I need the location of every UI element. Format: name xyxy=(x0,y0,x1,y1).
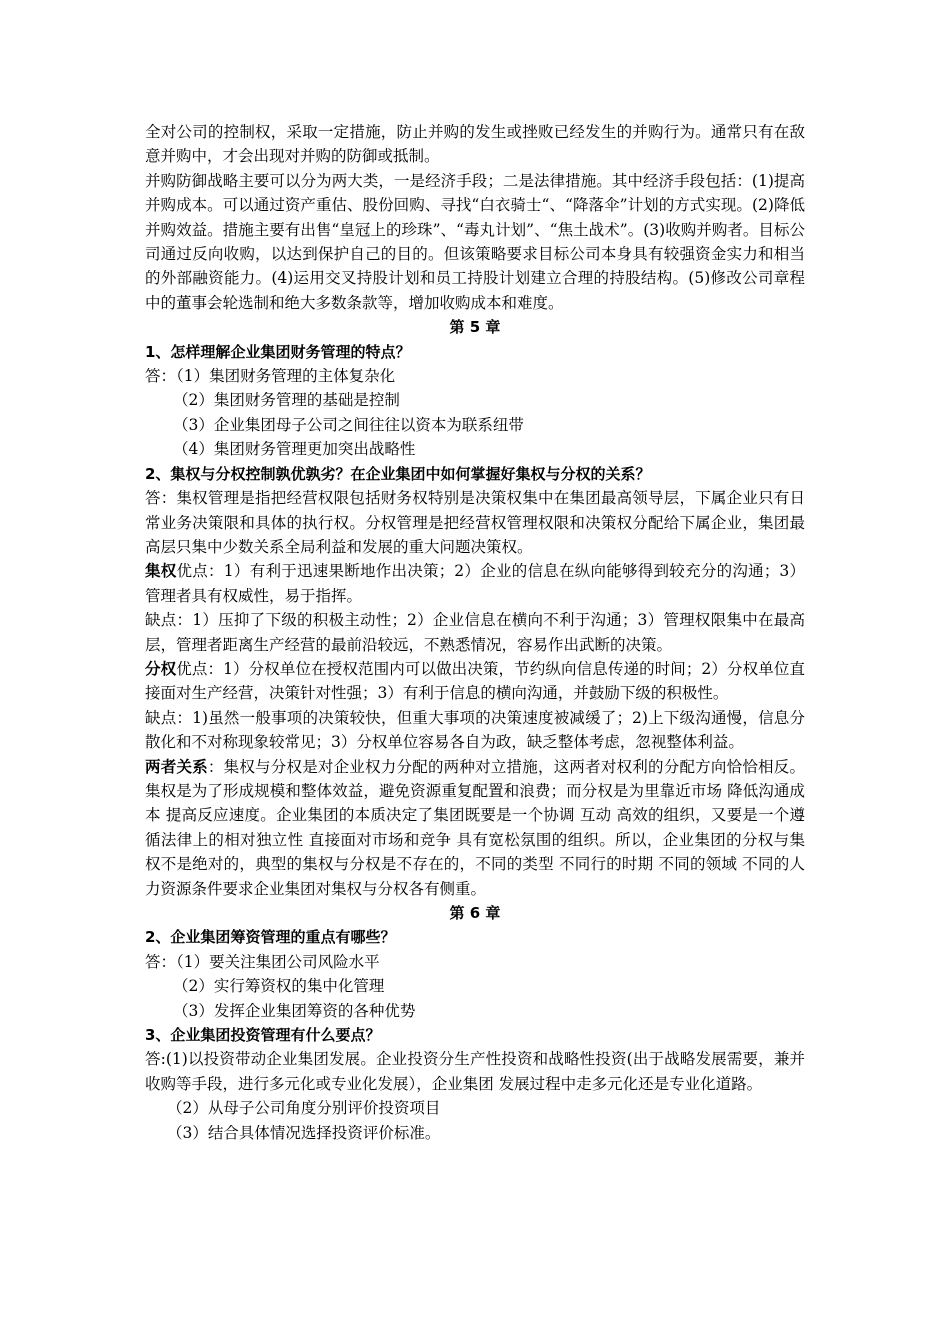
decentralization-pros-text: 优点：1）分权单位在授权范围内可以做出决策，节约纵向信息传递的时间；2）分权单位直接面对生产经营，决策针对性强；3）有利于信息的横向沟通，并鼓励下级的积极性。 xyxy=(145,659,805,703)
answer-5-1-item-3: （3）企业集团母子公司之间往往以资本为联系纽带 xyxy=(173,415,524,434)
paragraph-takeover-defense-strategies: 并购防御战略主要可以分为两大类，一是经济手段；二是法律措施。其中经济手段包括：(1)提高并购成本。可以通过资产重估、股份回购、寻找“白衣骑士“、“降落伞”计划的方式实现。(2)降低并购效益。措施主要有出售“皇冠上的珍珠”、“毒丸计划”、“焦土战术”。(3)收购并购者。目标公司通过反向收购，以达到保护自己的目的。但该策略要求目标公司本身具有较强资金实力和相当的外部融资能力。(4)运用交叉持股计划和员工持股计划建立合理的持股结构。(5)修改公司章程中的董事会轮选制和绝大多数条款等，增加收购成本和难度。 xyxy=(145,171,805,312)
relation-text: ：集权与分权是对企业权力分配的两种对立措施，这两者对权利的分配方向恰恰相反。集权是为了形成规模和整体效益，避免资源重复配置和浪费；而分权是为里靠近市场 降低沟通成本 提高反应速度。企业集团的本质决定了集团既要是一个协调 互动 高效的组织，又要是一个遵循法律上的相对独立性 直接面对市场和竞争 具有宽松氛围的组织。所以，企业集团的分权与集权不是绝对的，典型的集权与分权是不存在的，不同的类型 不同行的时期 不同的领域 不同的人力资源条件要求企业集团对集权与分权各有侧重。 xyxy=(145,757,805,898)
question-6-2: 2、企业集团筹资管理的重点有哪些？ xyxy=(145,928,396,947)
answer-5-2-decentralization-cons: 缺点：1)虽然一般事项的决策较快，但重大事项的决策速度被减缓了；2)上下级沟通慢，信息分散化和不对称现象较常见；3）分权单位容易各自为政，缺乏整体考虑，忽视整体利益。 xyxy=(145,708,805,752)
centralization-pros-text: 优点：1）有利于迅速果断地作出决策；2）企业的信息在纵向能够得到较充分的沟通；3）管理者具有权威性，易于指挥。 xyxy=(145,562,805,605)
relation-label: 两者关系 xyxy=(145,757,208,776)
question-6-3: 3、企业集团投资管理有什么要点？ xyxy=(145,1026,381,1045)
document-page xyxy=(145,120,805,1145)
decentralization-label: 分权 xyxy=(145,659,177,678)
centralization-label: 集权 xyxy=(145,562,177,581)
answer-5-2-relation xyxy=(145,755,805,901)
answer-5-2-definition: 答：集权管理是指把经营权限包括财务权特别是决策权集中在集团最高领导层，下属企业只有日常业务决策限和具体的执行权。分权管理是把经营权管理权限和决策权分配给下属企业，集团最高层只集中少数关系全局利益和发展的重大问题决策权。 xyxy=(145,489,805,556)
answer-6-3-item-2: （2）从母子公司角度分别评价投资项目 xyxy=(167,1099,441,1118)
answer-6-3-item-3: （3）结合具体情况选择投资评价标准。 xyxy=(167,1123,441,1142)
answer-6-2-item-3: （3）发挥企业集团筹资的各种优势 xyxy=(173,1001,416,1020)
chapter-5-title: 第 5 章 xyxy=(449,318,501,337)
question-5-1: 1、怎样理解企业集团财务管理的特点？ xyxy=(145,342,411,361)
question-5-2: 2、集权与分权控制孰优孰劣？在企业集团中如何掌握好集权与分权的关系？ xyxy=(145,464,651,483)
chapter-6-title: 第 6 章 xyxy=(449,904,501,922)
answer-6-3-item-1: 答:(1)以投资带动企业集团发展。企业投资分生产性投资和战略性投资(出于战略发展需要，兼并收购等手段，进行多元化或专业化发展），企业集团 发展过程中走多元化还是专业化道路。 xyxy=(145,1050,805,1093)
answer-5-1-item-4: （4）集团财务管理更加突出战略性 xyxy=(173,440,416,459)
answer-6-2-item-1: 答：（1）要关注集团公司风险水平 xyxy=(145,952,380,971)
answer-5-1-item-1: 答：（1）集团财务管理的主体复杂化 xyxy=(145,367,396,386)
answer-6-2-item-2: （2）实行筹资权的集中化管理 xyxy=(173,977,385,996)
answer-5-2-centralization-pros xyxy=(145,559,805,608)
paragraph-takeover-defense-intro: 全对公司的控制权，采取一定措施，防止并购的发生或挫败已经发生的并购行为。通常只有在敌意并购中，才会出现对并购的防御或抵制。 xyxy=(145,123,805,166)
answer-5-2-centralization-cons: 缺点：1）压抑了下级的积极主动性；2）企业信息在横向不利于沟通；3）管理权限集中在最高层，管理者距离生产经营的最前沿较远，不熟悉情况，容易作出武断的决策。 xyxy=(145,611,805,654)
answer-5-1-item-2: （2）集团财务管理的基础是控制 xyxy=(173,391,400,410)
answer-5-2-decentralization-pros xyxy=(145,657,805,706)
